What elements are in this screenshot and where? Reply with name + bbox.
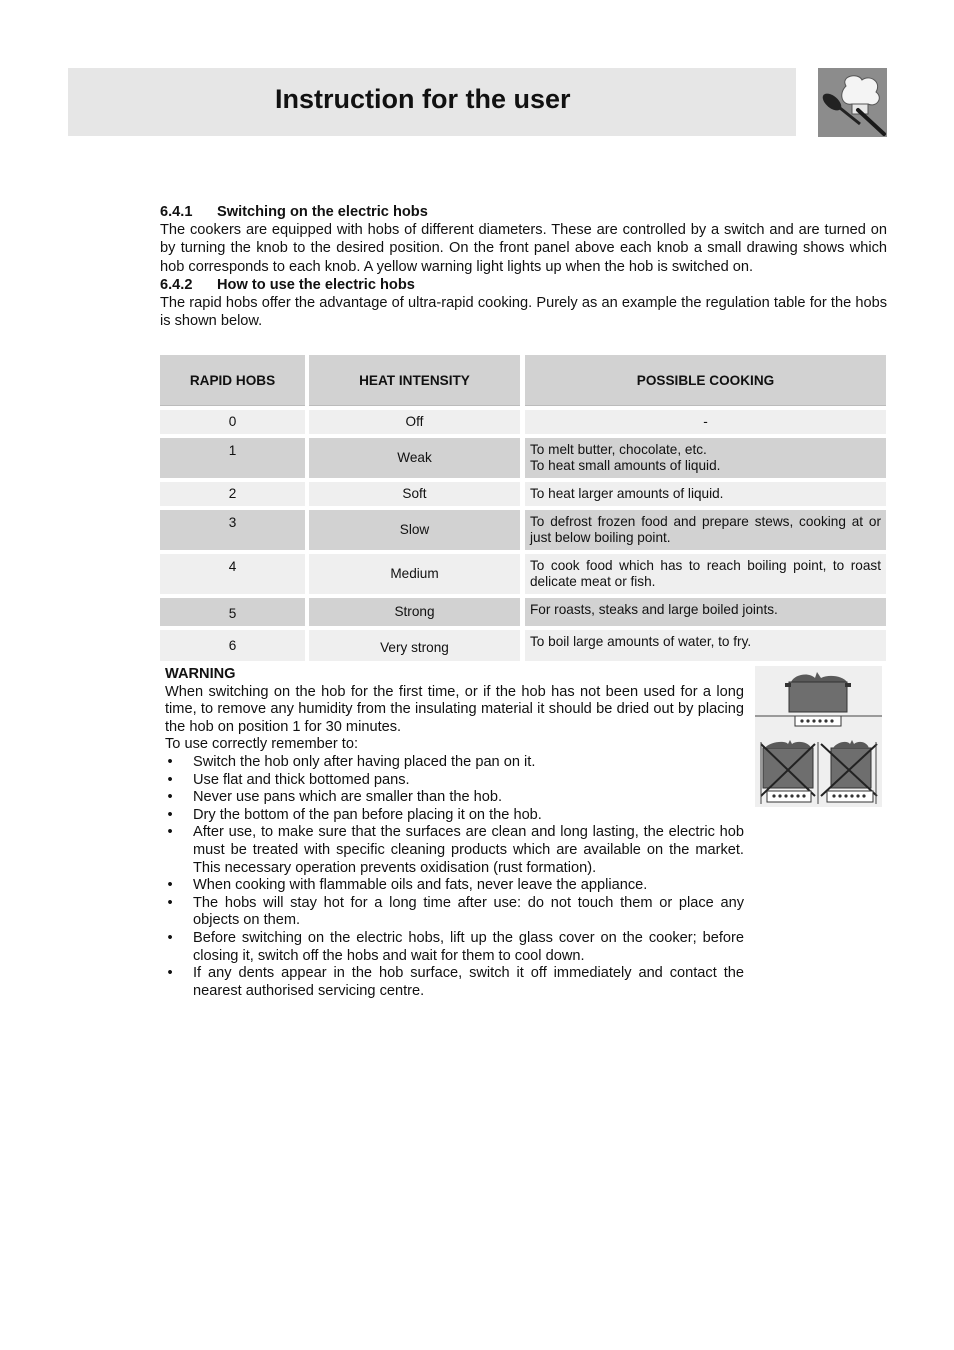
table-cell-cooking: For roasts, steaks and large boiled joints. (525, 598, 886, 626)
list-item (165, 930, 744, 965)
list-item-text: Never use pans which are smaller than the hob. (193, 789, 503, 806)
list-item-text: Dry the bottom of the pan before placing it on the hob. (193, 806, 542, 823)
section-number: 6.4.1 (160, 204, 193, 220)
section-switching-on (160, 203, 887, 330)
table-cell-hob: 6 (160, 630, 305, 661)
table-header-heat-intensity: HEAT INTENSITY (309, 355, 520, 406)
list-item (165, 807, 744, 825)
list-item (165, 754, 744, 772)
list-item-text: Use flat and thick bottomed pans. (193, 771, 410, 788)
table-cell-cooking: To boil large amounts of water, to fry. (525, 630, 886, 661)
list-item-text: After use, to make sure that the surfaces are clean and long lasting, the electric hob must be treated with specific cleaning products which are available on the market. This necessary operation prevents oxidisation (rust formation). (193, 824, 744, 876)
section-heading (160, 203, 887, 221)
chef-hat-spoon-icon (818, 68, 887, 137)
table-cell-cooking: To defrost frozen food and prepare stews, cooking at or just below boiling point. (525, 510, 886, 550)
table-cell-intensity: Medium (309, 554, 520, 594)
table-cell-cooking: To cook food which has to reach boiling point, to roast delicate meat or fish. (525, 554, 886, 594)
bullet: • (167, 789, 173, 806)
table-cell-hob: 0 (160, 410, 305, 434)
section-title: Switching on the electric hobs (217, 204, 428, 220)
list-item-text: If any dents appear in the hob surface, switch it off immediately and contact the nearest authorised servicing centre. (193, 965, 744, 999)
section-heading (160, 276, 887, 294)
table-cell-intensity: Weak (309, 438, 520, 478)
section-number: 6.4.2 (160, 276, 193, 293)
list-item (165, 772, 744, 790)
warning-section (165, 666, 744, 1000)
list-item-text: The hobs will stay hot for a long time after use: do not touch them or place any objects on them. (193, 894, 744, 929)
list-item-text: Switch the hob only after having placed the pan on it. (193, 753, 536, 770)
warning-lead: To use correctly remember to: (165, 736, 359, 753)
table-cell-intensity: Strong (309, 598, 520, 626)
bullet: • (167, 965, 173, 982)
list-item (165, 824, 744, 877)
list-item (165, 789, 744, 807)
warning-title: WARNING (165, 666, 236, 682)
table-cell-intensity: Soft (309, 482, 520, 506)
table-cell-intensity: Very strong (309, 630, 520, 661)
table-cell-cooking: - (525, 410, 886, 434)
table-cell-intensity: Off (309, 410, 520, 434)
section-title: How to use the electric hobs (217, 276, 415, 293)
table-cell-intensity: Slow (309, 510, 520, 550)
bullet: • (167, 929, 173, 946)
page-title: Instruction for the user (275, 84, 571, 114)
table-cell-cooking: To melt butter, chocolate, etc. To heat small amounts of liquid. (525, 438, 886, 478)
table-cell-hob: 1 (160, 438, 305, 478)
list-item (165, 895, 744, 930)
section-body: The cookers are equipped with hobs of different diameters. These are controlled by a switch and are turned on by turning the knob to the desired position. On the front panel above each knob a small drawing shows which hob corresponds to each knob. A yellow warning light lights up when the hob is switched on. (160, 222, 887, 275)
table-cell-cooking: To heat larger amounts of liquid. (525, 482, 886, 506)
table-cell-hob: 5 (160, 598, 305, 626)
table-header-possible-cooking: POSSIBLE COOKING (525, 355, 886, 406)
list-item-text: When cooking with flammable oils and fats, never leave the appliance. (193, 877, 648, 894)
table-cell-hob: 4 (160, 554, 305, 594)
section-body: The rapid hobs offer the advantage of ultra-rapid cooking. Purely as an example the regulation table for the hobs is shown below. (160, 295, 887, 330)
table-cell-hob: 3 (160, 510, 305, 550)
bullet: • (167, 877, 173, 894)
list-item-text: Before switching on the electric hobs, lift up the glass cover on the cooker; before closing it, switch off the hobs and wait for them to cool down. (193, 929, 744, 964)
bullet: • (167, 894, 173, 911)
pan-size-hob-illustration (755, 666, 882, 807)
bullet: • (167, 753, 173, 770)
bullet: • (167, 771, 173, 788)
warning-list (165, 754, 744, 1000)
list-item (165, 877, 744, 895)
list-item (165, 965, 744, 1000)
bullet: • (167, 824, 173, 841)
table-header-rapid-hobs: RAPID HOBS (160, 355, 305, 406)
table-cell-hob: 2 (160, 482, 305, 506)
bullet: • (167, 806, 173, 823)
warning-intro: When switching on the hob for the first time, or if the hob has not been used for a long time, to remove any humidity from the insulating material it should be dried out by placing the hob on position 1 for 30 minutes. (165, 683, 744, 735)
